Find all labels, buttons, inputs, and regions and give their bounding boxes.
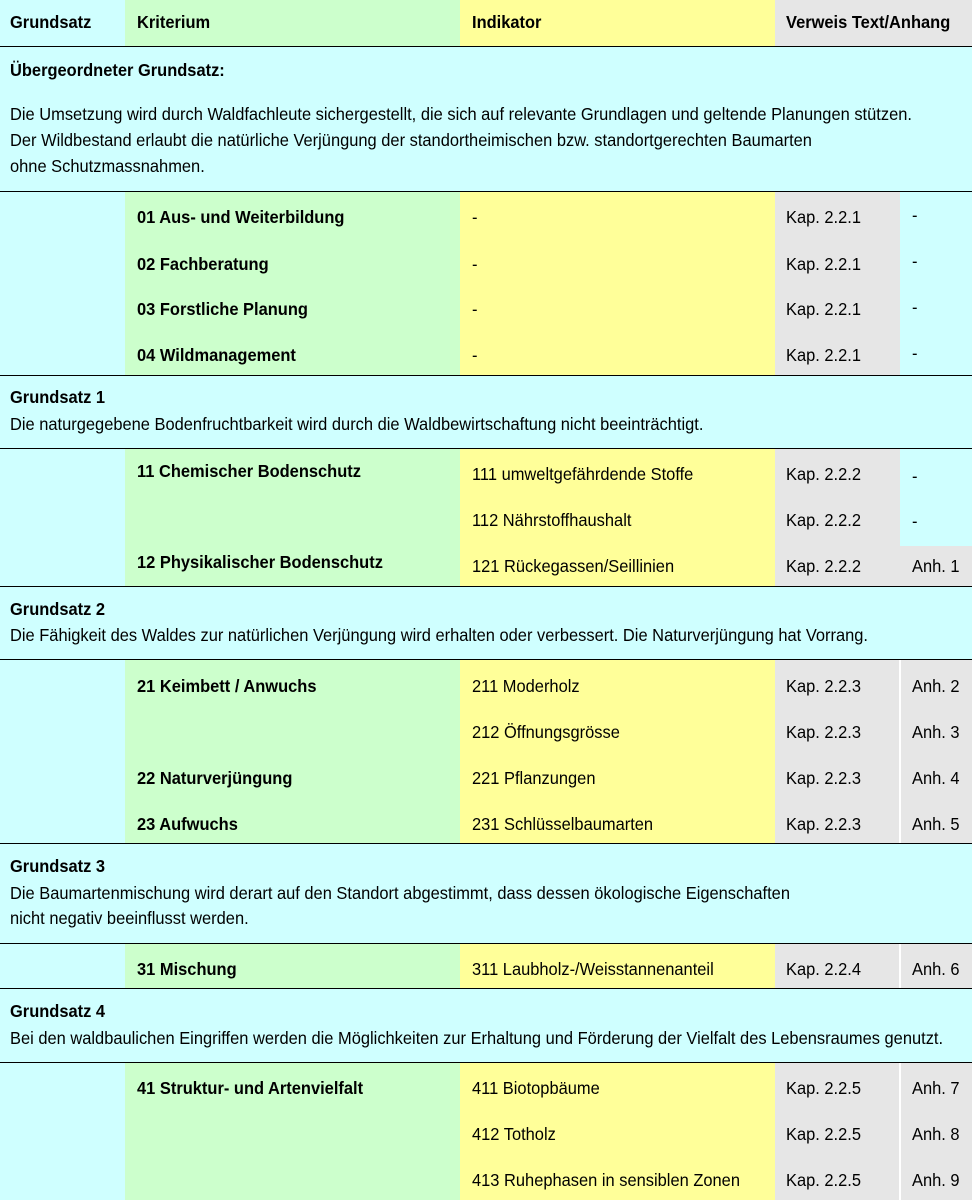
kriterium-cell: 31 Mischung	[137, 959, 237, 979]
kriterium-cell: 41 Struktur- und Artenvielfalt	[137, 1078, 364, 1098]
section-title: Übergeordneter Grundsatz:	[10, 60, 225, 80]
kapitel-cell: Kap. 2.2.1	[786, 207, 862, 227]
anhang-cell: -	[912, 297, 918, 317]
section-desc-line: Die Umsetzung wird durch Waldfachleute sichergestellt, die sich auf relevante Grundlagen und geltende Planungen stützen.	[10, 104, 912, 124]
section-desc-line: nicht negativ beeinflusst werden.	[10, 908, 249, 928]
indikator-cell: -	[472, 254, 478, 274]
indikator-cell: 231 Schlüsselbaumarten	[472, 814, 654, 834]
anhang-cell: Anh. 9	[912, 1170, 960, 1190]
indikator-cell: 311 Laubholz-/Weisstannenanteil	[472, 959, 714, 979]
section-desc-line: Bei den waldbaulichen Eingriffen werden die Möglichkeiten zur Erhaltung und Förderung der Vielfalt des Lebensraumes genutzt.	[10, 1028, 944, 1048]
divider	[0, 375, 972, 376]
kapitel-cell: Kap. 2.2.1	[786, 254, 862, 274]
kapitel-cell: Kap. 2.2.2	[786, 556, 862, 576]
anhang-white-gap	[900, 449, 972, 546]
kapitel-cell: Kap. 2.2.1	[786, 299, 862, 319]
anhang-cell: Anh. 6	[912, 959, 960, 979]
indikator-cell: 413 Ruhephasen in sensiblen Zonen	[472, 1170, 740, 1190]
indikator-column-bg	[460, 192, 775, 375]
kriterium-cell: 04 Wildmanagement	[137, 345, 296, 365]
divider	[0, 843, 972, 844]
section-desc-line: Der Wildbestand erlaubt die natürliche Verjüngung der standortheimischen bzw. standortgerechten Baumarten	[10, 130, 812, 150]
kapitel-cell: Kap. 2.2.3	[786, 768, 862, 788]
kapitel-cell: Kap. 2.2.1	[786, 345, 862, 365]
header-grundsatz: Grundsatz	[10, 12, 92, 32]
section-desc-line: Die naturgegebene Bodenfruchtbarkeit wird durch die Waldbewirtschaftung nicht beeinträchtigt.	[10, 414, 704, 434]
kapitel-cell: Kap. 2.2.5	[786, 1078, 862, 1098]
section-title: Grundsatz 1	[10, 387, 106, 407]
indikator-cell: 411 Biotopbäume	[472, 1078, 600, 1098]
cell-separator	[899, 660, 901, 843]
indikator-cell: 412 Totholz	[472, 1124, 556, 1144]
divider	[0, 586, 972, 587]
indikator-cell: 221 Pflanzungen	[472, 768, 596, 788]
kapitel-cell: Kap. 2.2.3	[786, 814, 862, 834]
kriterium-cell: 03 Forstliche Planung	[137, 299, 308, 319]
section-title: Grundsatz 4	[10, 1001, 106, 1021]
header-indikator: Indikator	[472, 12, 542, 32]
anhang-cell: Anh. 4	[912, 768, 960, 788]
indikator-cell: -	[472, 299, 478, 319]
kapitel-cell: Kap. 2.2.3	[786, 676, 862, 696]
kapitel-cell: Kap. 2.2.5	[786, 1124, 862, 1144]
kriterium-cell: 01 Aus- und Weiterbildung	[137, 207, 345, 227]
section-title: Grundsatz 2	[10, 599, 106, 619]
kapitel-cell: Kap. 2.2.3	[786, 722, 862, 742]
kapitel-cell: Kap. 2.2.4	[786, 959, 862, 979]
anhang-cell: Anh. 2	[912, 676, 960, 696]
indikator-cell: 212 Öffnungsgrösse	[472, 722, 620, 742]
anhang-white-gap	[900, 192, 972, 375]
section-desc-line: ohne Schutzmassnahmen.	[10, 156, 205, 176]
kriterium-cell: 22 Naturverjüngung	[137, 768, 293, 788]
section-title: Grundsatz 3	[10, 856, 106, 876]
anhang-cell: -	[912, 466, 918, 486]
anhang-cell: -	[912, 511, 918, 531]
anhang-cell: Anh. 1	[912, 556, 960, 576]
kriterium-cell: 11 Chemischer Bodenschutz	[137, 461, 361, 481]
kriterium-cell: 21 Keimbett / Anwuchs	[137, 676, 317, 696]
indikator-cell: 112 Nährstoffhaushalt	[472, 510, 632, 530]
divider	[0, 46, 972, 47]
kapitel-cell: Kap. 2.2.2	[786, 464, 862, 484]
header-verweis: Verweis Text/Anhang	[786, 12, 951, 32]
cell-separator	[899, 1063, 901, 1200]
divider	[0, 988, 972, 989]
indikator-cell: 111 umweltgefährdende Stoffe	[472, 464, 694, 484]
anhang-cell: -	[912, 343, 918, 363]
section-desc-line: Die Baumartenmischung wird derart auf den Standort abgestimmt, dass dessen ökologische Eigenschaften	[10, 883, 790, 903]
indikator-cell: 121 Rückegassen/Seillinien	[472, 556, 675, 576]
anhang-cell: Anh. 8	[912, 1124, 960, 1144]
anhang-cell: Anh. 3	[912, 722, 960, 742]
kapitel-cell: Kap. 2.2.2	[786, 510, 862, 530]
section-desc-line: Die Fähigkeit des Waldes zur natürlichen Verjüngung wird erhalten oder verbessert. Die Naturverjüngung hat Vorrang.	[10, 625, 869, 645]
indikator-cell: 211 Moderholz	[472, 676, 580, 696]
anhang-cell: -	[912, 251, 918, 271]
indikator-cell: -	[472, 345, 478, 365]
indikator-cell: -	[472, 207, 478, 227]
cell-separator	[899, 944, 901, 988]
kriterium-cell: 23 Aufwuchs	[137, 814, 238, 834]
kriterium-cell: 12 Physikalischer Bodenschutz	[137, 552, 383, 572]
kriterium-cell: 02 Fachberatung	[137, 254, 269, 274]
anhang-cell: Anh. 5	[912, 814, 960, 834]
anhang-cell: -	[912, 205, 918, 225]
header-kriterium: Kriterium	[137, 12, 211, 32]
kapitel-cell: Kap. 2.2.5	[786, 1170, 862, 1190]
anhang-cell: Anh. 7	[912, 1078, 960, 1098]
